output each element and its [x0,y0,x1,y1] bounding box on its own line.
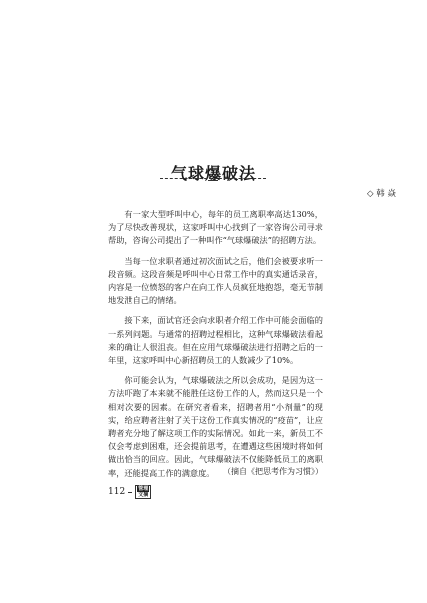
article-title: 气球爆破法 [170,164,256,183]
article-source: （摘自《把思考作为习惯》） [223,467,323,476]
article-author: ◇ 韩 焱 [367,189,396,199]
page-number: 112 [108,487,126,497]
logo-text-bottom: 文摘 [138,492,149,498]
paragraph: 接下来，面试官还会向求职者介绍工作中可能会面临的一系列问题。与通常的招聘过程相比，这种气球爆破法看起来的确让人很沮丧。但在应用气球爆破法进行招聘之后的一年里，这家呼叫中心新招聘员工的人数减少了10%。 [108,315,323,366]
page-footer [108,485,151,499]
title-underline [160,178,266,179]
footer-divider [128,492,132,493]
paragraph: 有一家大型呼叫中心，每年的员工离职率高达130%，为了尽快改善现状，这家呼叫中心找到了一家咨询公司寻求帮助，咨询公司提出了一种叫作“气球爆破法”的招聘方法。 [108,209,323,246]
paragraph: 你可能会认为，气球爆破法之所以会成功，是因为这一方法吓跑了本来就不能胜任这份工作的人，然而这只是一个相对次要的因素。在研究者看来，招聘者用“小剂量”的现实，给应聘者注射了关于这份工作真实情况的“疫苗”，让应聘者充分地了解这项工作的实际情况。如此一来，新员工不仅会考虑到困难，还会提前思考，在遭遇这些困境时将如何做出恰当的回应。因此，气球爆破法不仅能降低员工的离职率，还能提高工作的满意度。 [108,375,323,478]
paragraph: 当每一位求职者通过初次面试之后，他们会被要求听一段音频。这段音频是呼叫中心日常工作中的真实通话录音，内容是一位愤怒的客户在向工作人员疯狂地抱怨，毫无节制地发泄自己的情绪。 [108,255,323,306]
article-body [108,208,323,487]
title-underline-mark [208,180,218,181]
magazine-logo [135,485,151,499]
logo-text-top: 管理 [138,486,149,492]
